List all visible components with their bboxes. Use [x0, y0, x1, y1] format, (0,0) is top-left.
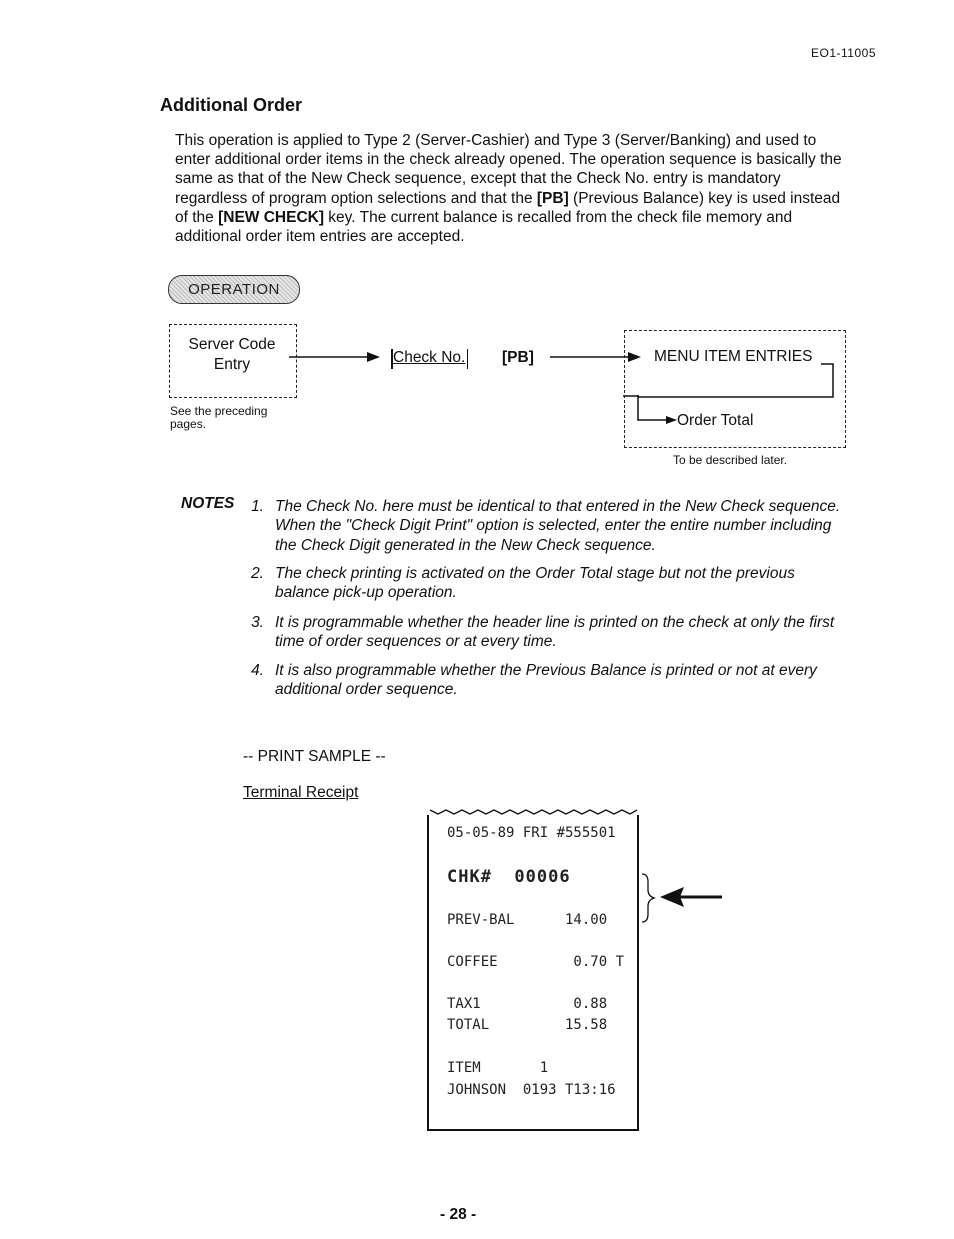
arrow-to-checkno-head [367, 352, 380, 362]
newcheck-key-ref: [NEW CHECK] [218, 208, 324, 226]
receipt-prev-balance: PREV-BAL 14.00 [447, 912, 608, 928]
document-id: EO1-11005 [811, 46, 876, 60]
note-text: It is programmable whether the header line is printed on the check at only the first time of order sequences or at every time. [275, 614, 835, 651]
receipt-tear-edge [430, 810, 637, 814]
note-item [240, 564, 846, 603]
see-preceding-line1: See the preceding [170, 404, 268, 418]
intro-text-3: key. The current balance is recalled from the check file memory and additional order item entries are accepted. [175, 208, 793, 246]
receipt-brace [642, 874, 654, 922]
to-be-described-note: To be described later. [673, 453, 788, 467]
menu-item-entries-label: MENU ITEM ENTRIES [654, 348, 813, 365]
operation-badge-label: OPERATION [188, 281, 280, 298]
note-number: 4. [251, 662, 264, 679]
receipt-total-line: TOTAL 15.58 [447, 1017, 608, 1033]
receipt-check-number: CHK# 00006 [447, 867, 571, 887]
receipt-coffee-line: COFFEE 0.70 T [447, 954, 625, 970]
note-number: 1. [251, 498, 264, 515]
print-sample-heading: -- PRINT SAMPLE -- [243, 748, 386, 765]
note-text: The check printing is activated on the Order Total stage but not the previous balance pick-up operation. [275, 565, 795, 602]
receipt-tax-line: TAX1 0.88 [447, 996, 608, 1012]
terminal-receipt-label: Terminal Receipt [243, 784, 359, 801]
note-number: 2. [251, 565, 264, 582]
note-item [240, 613, 846, 652]
page-number: - 28 - [440, 1206, 477, 1223]
note-number: 3. [251, 614, 264, 631]
note-text: The Check No. here must be identical to that entered in the New Check sequence. When the "Check Digit Print" option is selected, enter the entire number including the Check Digit generated in the New Check sequence. [275, 498, 841, 554]
receipt-item-line: ITEM 1 [447, 1060, 549, 1076]
see-preceding-line2: pages. [170, 417, 207, 431]
pb-key: [PB] [502, 349, 534, 366]
server-code-line2: Entry [213, 356, 251, 373]
intro-text-2: (Previous Balance) key is used instead of the [175, 189, 841, 226]
section-title: Additional Order [160, 95, 303, 115]
note-item [240, 497, 846, 555]
intro-text-1: This operation is applied to Type 2 (Server-Cashier) and Type 3 (Server/Banking) and used to enter additional order items in the check already opened. The operation sequence is basically the same as that of the New Check sequence, except that the Check No. entry is mandatory regardless of program option selections and that the [175, 132, 842, 207]
notes-label: NOTES [181, 495, 235, 512]
server-code-line1: Server Code [188, 336, 276, 353]
receipt-server-line: JOHNSON 0193 T13:16 [447, 1082, 616, 1098]
pb-key-ref: [PB] [536, 189, 569, 207]
check-no-key: Check No. [393, 349, 466, 366]
note-item [240, 661, 846, 700]
receipt [427, 815, 639, 1131]
order-total-label: Order Total [677, 412, 754, 429]
note-text: It is also programmable whether the Previous Balance is printed or not at every additional order sequence. [275, 662, 817, 699]
receipt-date-line: 05-05-89 FRI #555501 [447, 825, 616, 841]
